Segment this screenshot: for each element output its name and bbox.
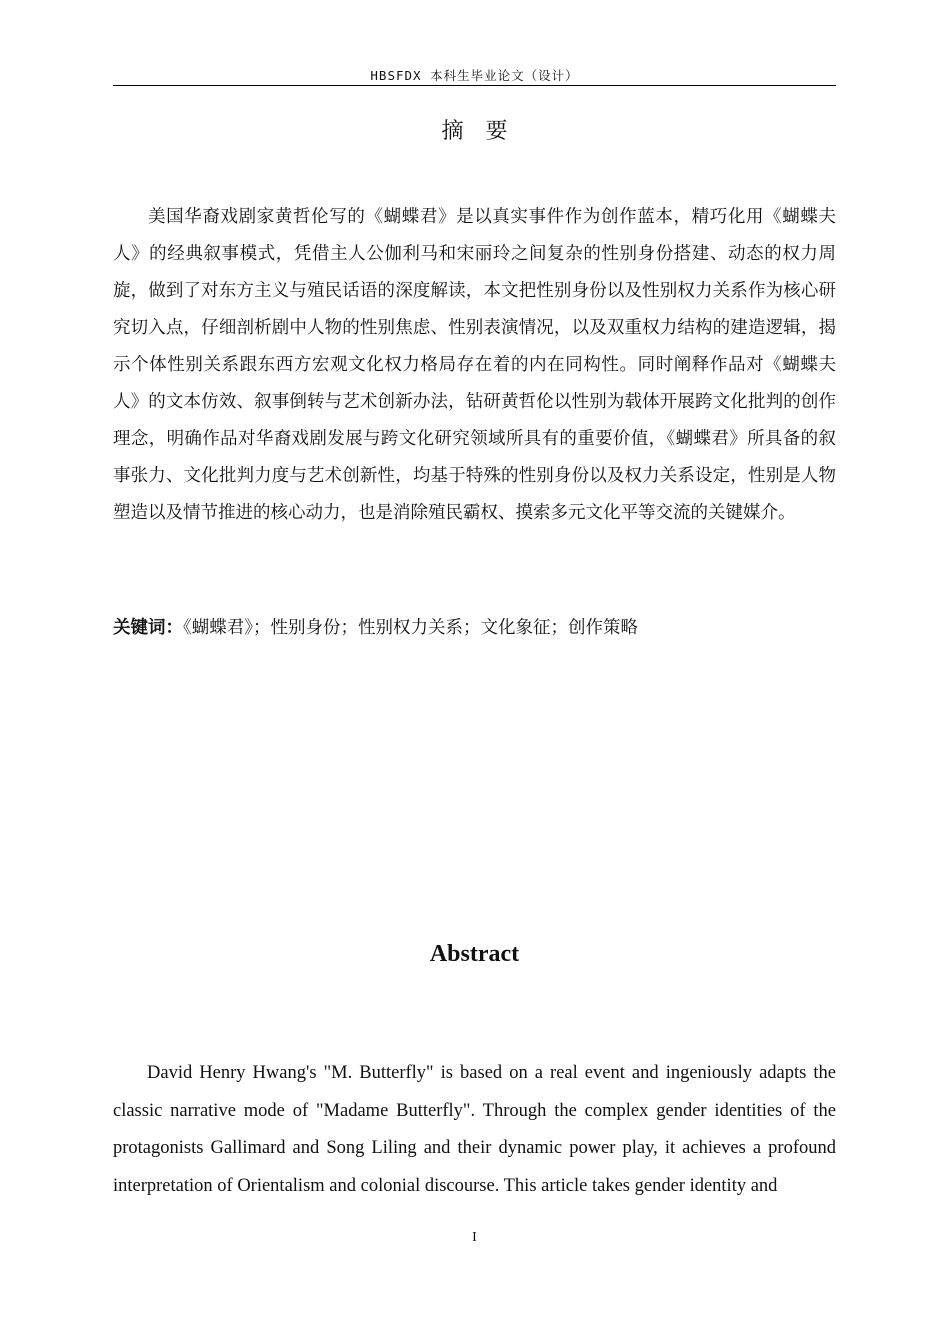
keywords-line <box>113 610 836 647</box>
page-number: I <box>472 1230 477 1245</box>
chinese-abstract-title: 摘要 <box>441 119 530 144</box>
chinese-abstract-body: 美国华裔戏剧家黄哲伦写的《蝴蝶君》是以真实事件作为创作蓝本，精巧化用《蝴蝶夫人》的经典叙事模式，凭借主人公伽利马和宋丽玲之间复杂的性别身份搭建、动态的权力周旋，做到了对东方主义与殖民话语的深度解读，本文把性别身份以及性别权力关系作为核心研究切入点，仔细剖析剧中人物的性别焦虑、性别表演情况，以及双重权力结构的建造逻辑，揭示个体性别关系跟东西方宏观文化权力格局存在着的内在同构性。同时阐释作品对《蝴蝶夫人》的文本仿效、叙事倒转与艺术创新办法，钻研黄哲伦以性别为载体开展跨文化批判的创作理念，明确作品对华裔戏剧发展与跨文化研究领域所具有的重要价值，《蝴蝶君》所具备的叙事张力、文化批判力度与艺术创新性，均基于特殊的性别身份以及权力关系设定，性别是人物塑造以及情节推进的核心动力，也是消除殖民霸权、摸索多元文化平等交流的关键媒介。 <box>113 207 836 523</box>
english-abstract-body: David Henry Hwang's "M. Butterfly" is based on a real event and ingeniously adapts the classic narrative mode of "Madame Butterfly". Through the complex gender identities of the protagonists Gallimard and Song Liling and their dynamic power play, it achieves a profound interpretation of Orientalism and colonial discourse. This article takes gender identity and <box>113 1063 836 1196</box>
keywords-label: 关键词： <box>113 618 183 638</box>
keywords-list: 《蝴蝶君》；性别身份；性别权力关系；文化象征；创作策略 <box>183 618 638 638</box>
header-rule <box>113 85 836 86</box>
english-abstract-title: Abstract <box>429 941 520 967</box>
running-header: HBSFDX 本科生毕业论文（设计） <box>370 68 579 83</box>
